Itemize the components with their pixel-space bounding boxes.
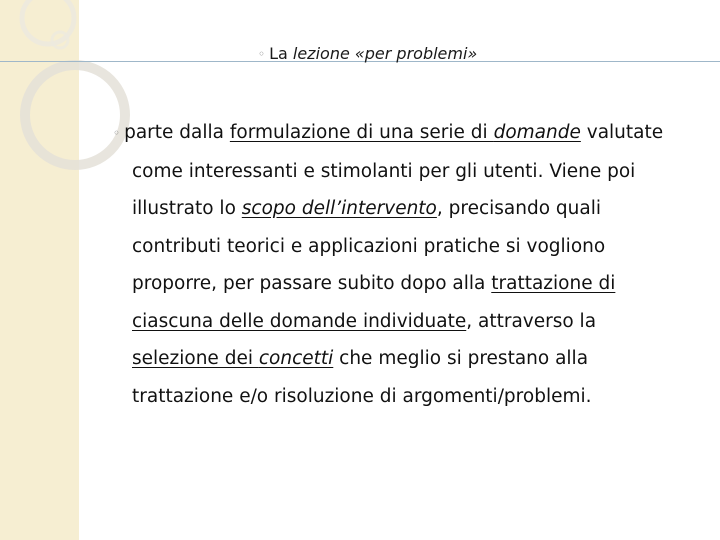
title-italic: lezione «per problemi»: [292, 44, 478, 63]
body-line: [113, 114, 703, 153]
bullet-icon: ◦: [258, 47, 266, 61]
text-run: scopo dell’intervento: [241, 198, 437, 219]
body-line: [113, 378, 703, 416]
text-run: ciascuna delle domande individuate: [132, 310, 467, 332]
body-line: [113, 265, 703, 303]
body-line: [113, 153, 703, 191]
body-line: [113, 228, 703, 266]
text-run: , precisando quali: [436, 198, 601, 219]
text-run: , attraverso la: [466, 310, 597, 332]
text-run: proporre, per passare subito dopo alla: [132, 273, 492, 294]
body-line: [113, 190, 703, 228]
text-run: illustrato lo: [132, 198, 242, 219]
text-run: trattazione e/o risoluzione di argomenti/problemi.: [132, 385, 592, 407]
slide-body: [113, 114, 703, 415]
bullet-icon: ◦: [113, 126, 121, 140]
text-run: concetti: [258, 348, 334, 369]
text-run: contributi teorici e applicazioni pratiche si vogliono: [132, 235, 606, 257]
text-run: valutate: [580, 122, 664, 143]
title-prefix: La: [269, 44, 293, 63]
text-run: formulazione di una serie di: [229, 122, 494, 143]
text-run: che meglio si prestano alla: [333, 348, 589, 369]
text-run: domande: [493, 122, 581, 143]
text-run: trattazione di: [491, 273, 616, 294]
body-line: [113, 303, 703, 341]
text-run: come interessanti e stimolanti per gli utenti. Viene poi: [132, 160, 636, 182]
slide-title: [258, 44, 477, 63]
text-run: selezione dei: [132, 348, 259, 369]
body-line: [113, 340, 703, 378]
text-run: parte dalla: [124, 122, 230, 143]
